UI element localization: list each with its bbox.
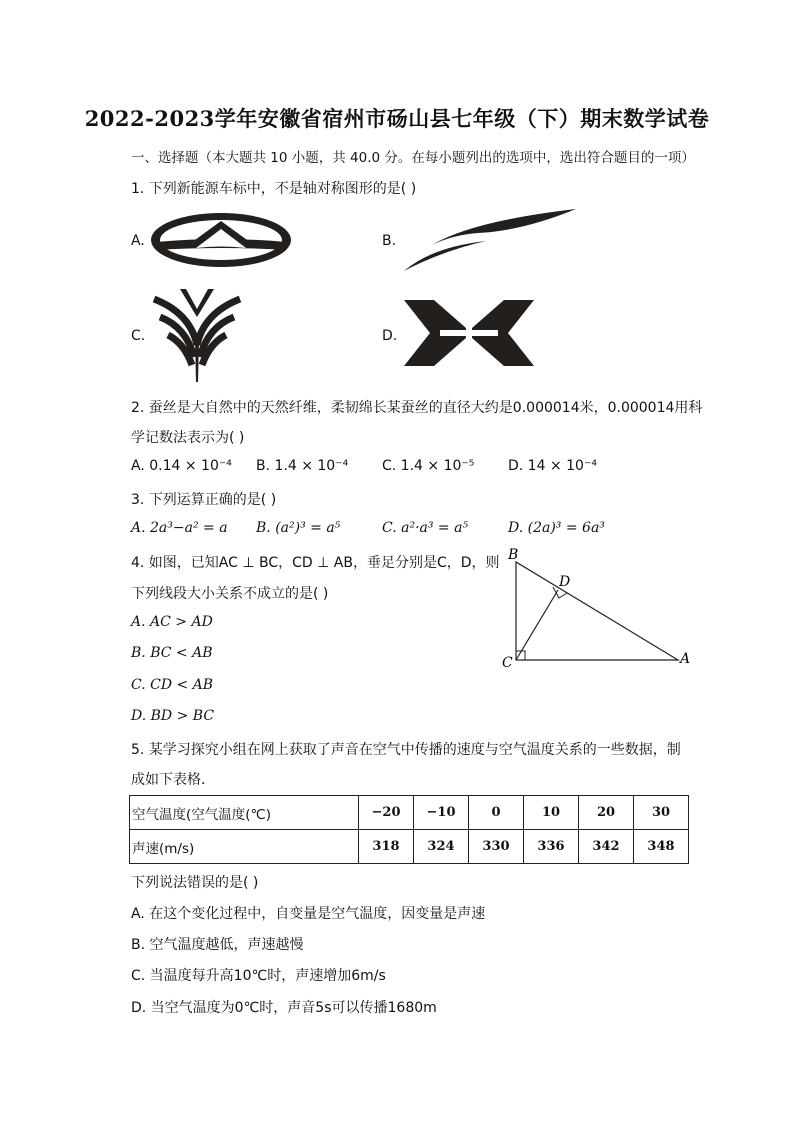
q1-option-d-label: D. <box>382 328 398 344</box>
logo-a-ellipse-icon <box>150 212 292 268</box>
q4-option-a: A. AC > AD <box>131 614 213 630</box>
table-cell: 330 <box>469 830 524 864</box>
q2-option-a: A. 0.14 × 10⁻⁴ <box>131 458 232 474</box>
q4-option-b: B. BC < AB <box>131 645 213 661</box>
table-cell: 336 <box>524 830 579 864</box>
table-cell: 348 <box>634 830 689 864</box>
section-heading: 一、选择题（本大题共 10 小题，共 40.0 分。在每小题列出的选项中，选出符合题目的一项） <box>131 150 695 166</box>
logo-b-swoosh-icon <box>402 207 578 273</box>
logo-d-x-shape-icon <box>404 298 534 368</box>
question-2-stem-line1: 2. 蚕丝是大自然中的天然纤维，柔韧绵长某蚕丝的直径大约是0.000014米，0.000014用科 <box>131 400 703 416</box>
q3-option-a: A. 2a³−a² = a <box>131 520 228 536</box>
question-5-stem-line1: 5. 某学习探究小组在网上获取了声音在空气中传播的速度与空气温度关系的一些数据，制 <box>131 742 681 758</box>
table-cell: 30 <box>634 796 689 830</box>
table-cell: 324 <box>414 830 469 864</box>
sound-speed-table <box>129 795 689 864</box>
question-4-stem-line2: 下列线段大小关系不成立的是( ) <box>131 586 329 602</box>
q2-option-b: B. 1.4 × 10⁻⁴ <box>256 458 349 474</box>
q3-option-d: D. (2a)³ = 6a³ <box>508 520 605 536</box>
q5-option-c: C. 当温度每升高10℃时，声速增加6m/s <box>131 968 386 984</box>
table-row <box>130 830 689 864</box>
question-1-stem: 1. 下列新能源车标中，不是轴对称图形的是( ) <box>131 181 417 197</box>
q5-option-d: D. 当空气温度为0℃时，声音5s可以传播1680m <box>131 1000 437 1016</box>
table-cell: 342 <box>579 830 634 864</box>
table-cell: 318 <box>359 830 414 864</box>
point-a-label: A <box>680 651 691 667</box>
q2-option-d: D. 14 × 10⁻⁴ <box>508 458 597 474</box>
q3-option-b: B. (a²)³ = a⁵ <box>256 520 341 536</box>
table-cell: 0 <box>469 796 524 830</box>
q1-option-c-label: C. <box>131 328 146 344</box>
question-5-stem-line2: 成如下表格． <box>131 772 215 788</box>
question-4-stem-line1: 4. 如图，已知AC ⊥ BC，CD ⊥ AB，垂足分别是C，D，则 <box>131 555 500 571</box>
table-row2-header: 声速(m/s) <box>130 830 359 864</box>
table-row1-header: 空气温度(空气温度(℃) <box>130 796 359 830</box>
question-5-prompt: 下列说法错误的是( ) <box>131 875 259 891</box>
question-2-stem-line2: 学记数法表示为( ) <box>131 430 245 446</box>
table-row <box>130 796 689 830</box>
q2-option-c: C. 1.4 × 10⁻⁵ <box>382 458 475 474</box>
question-3-stem: 3. 下列运算正确的是( ) <box>131 492 277 508</box>
triangle-diagram <box>500 545 700 673</box>
logo-c-wing-icon <box>150 287 244 383</box>
table-cell: 20 <box>579 796 634 830</box>
q4-option-c: C. CD < AB <box>131 677 214 693</box>
table-cell: −20 <box>359 796 414 830</box>
q4-option-d: D. BD > BC <box>131 708 215 724</box>
q1-option-b-label: B. <box>382 233 397 249</box>
table-cell: −10 <box>414 796 469 830</box>
q1-option-a-label: A. <box>131 233 145 249</box>
point-d-label: D <box>559 574 571 590</box>
table-cell: 10 <box>524 796 579 830</box>
page-title: 2022-2023学年安徽省宿州市砀山县七年级（下）期末数学试卷 <box>84 106 710 131</box>
q3-option-c: C. a²·a³ = a⁵ <box>382 520 469 536</box>
point-c-label: C <box>502 655 513 671</box>
q5-option-b: B. 空气温度越低，声速越慢 <box>131 937 304 953</box>
point-b-label: B <box>508 547 519 563</box>
q5-option-a: A. 在这个变化过程中，自变量是空气温度，因变量是声速 <box>131 906 486 922</box>
